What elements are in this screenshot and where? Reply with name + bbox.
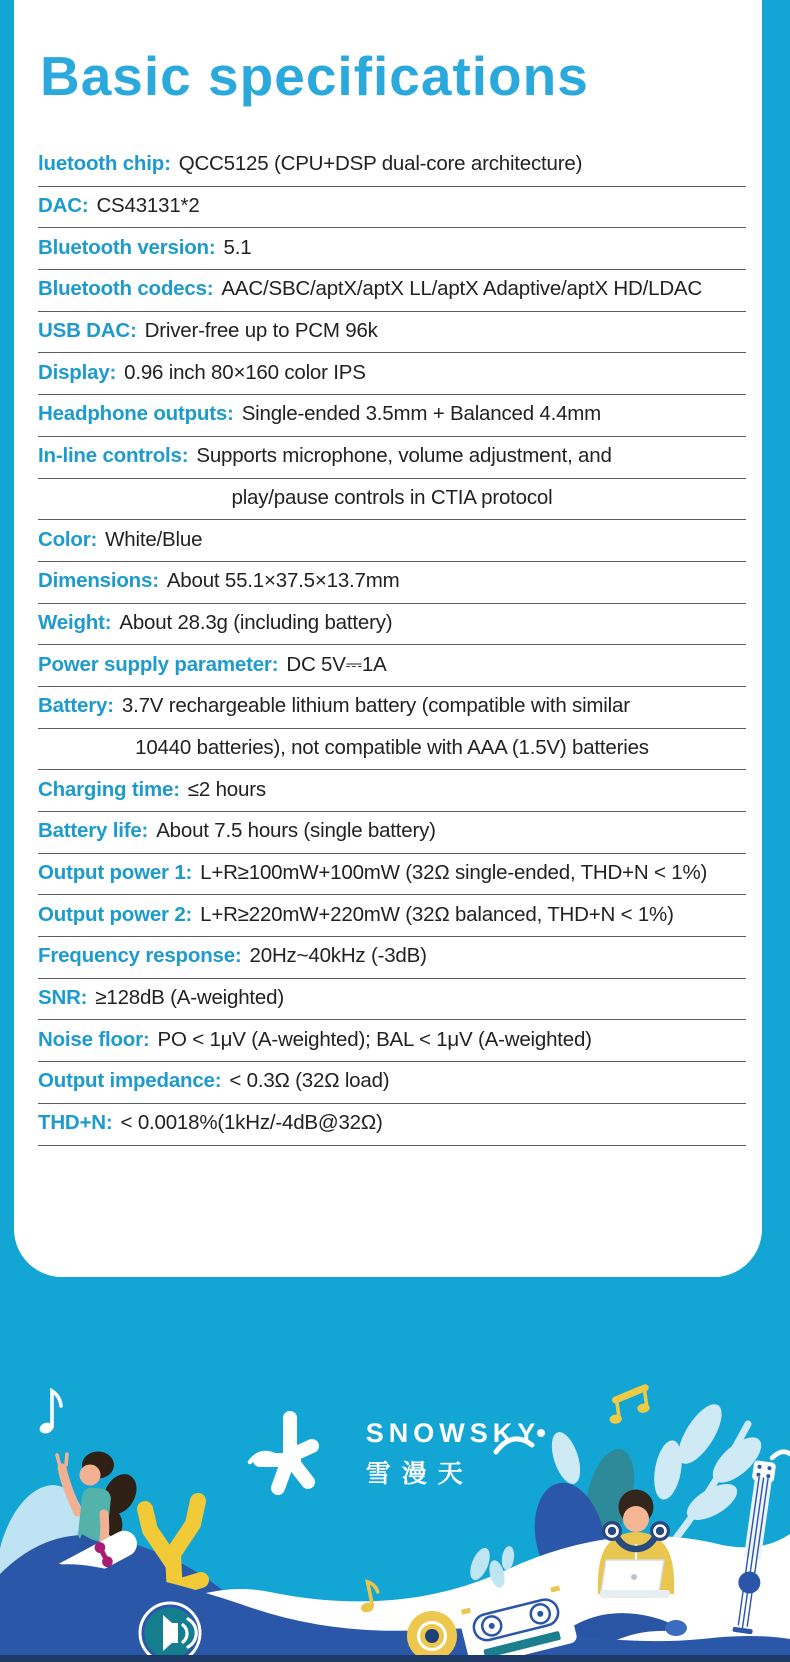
- spec-row: [38, 854, 746, 896]
- spec-label: Display:: [38, 360, 117, 384]
- spec-row: [38, 437, 746, 479]
- spec-row: [38, 979, 746, 1021]
- spec-value: CS43131*2: [96, 194, 200, 218]
- spec-value: 3.7V rechargeable lithium battery (compatible with similar: [121, 694, 630, 718]
- spec-label: Battery:: [38, 694, 114, 718]
- spec-label: THD+N:: [38, 1111, 113, 1135]
- spec-card: [14, 0, 762, 1277]
- spec-row: [38, 479, 746, 521]
- spec-value: 20Hz~40kHz (-3dB): [249, 944, 427, 968]
- spec-value: DC 5V⎓1A: [286, 652, 387, 676]
- spec-label: Output power 2:: [38, 902, 193, 926]
- spec-value: PO < 1μV (A-weighted); BAL < 1μV (A-weighted): [157, 1027, 592, 1051]
- spec-row: [38, 228, 746, 270]
- spec-label: Color:: [38, 527, 98, 551]
- spec-label: Charging time:: [38, 777, 180, 801]
- spec-label: Bluetooth version:: [38, 235, 216, 259]
- spec-label: Dimensions:: [38, 569, 159, 593]
- spec-label: USB DAC:: [38, 319, 137, 343]
- spec-row: [38, 604, 746, 646]
- spec-label: Frequency response:: [38, 944, 242, 968]
- spec-label: DAC:: [38, 194, 89, 218]
- spec-row: [38, 937, 746, 979]
- spec-label: Battery life:: [38, 819, 149, 843]
- snowflake-logo-icon: [250, 1408, 328, 1500]
- spec-label: Output power 1:: [38, 861, 193, 885]
- spec-row: [38, 729, 746, 771]
- spec-value: AAC/SBC/aptX/aptX LL/aptX Adaptive/aptX HD/LDAC: [221, 277, 703, 301]
- spec-label: luetooth chip:: [38, 152, 171, 176]
- spec-value: 0.96 inch 80×160 color IPS: [124, 360, 366, 384]
- spec-value: QCC5125 (CPU+DSP dual-core architecture): [178, 152, 583, 176]
- spec-row: [38, 1020, 746, 1062]
- spec-row: [38, 187, 746, 229]
- spec-value: White/Blue: [105, 527, 203, 551]
- spec-value: Driver-free up to PCM 96k: [144, 319, 378, 343]
- spec-label: Power supply parameter:: [38, 652, 279, 676]
- spec-value: About 28.3g (including battery): [119, 610, 393, 634]
- spec-label: SNR:: [38, 986, 88, 1010]
- spec-row: [38, 645, 746, 687]
- spec-value: play/pause controls in CTIA protocol: [231, 485, 553, 509]
- spec-label: Bluetooth codecs:: [38, 277, 214, 301]
- spec-value: < 0.0018%(1kHz/-4dB@32Ω): [120, 1111, 383, 1135]
- spec-value: 5.1: [223, 235, 252, 259]
- brand-logo: [0, 1402, 790, 1506]
- spec-row: [38, 770, 746, 812]
- brand-name: SNOWSKY: [365, 1418, 541, 1448]
- speaker-badge-icon: [140, 1603, 200, 1662]
- spec-value: ≤2 hours: [187, 777, 266, 801]
- spec-row: [38, 562, 746, 604]
- spec-row: [38, 1104, 746, 1146]
- vinyl-record-icon: [407, 1611, 457, 1661]
- spec-value: ≥128dB (A-weighted): [95, 986, 284, 1010]
- brand-chinese-name: 雪漫天: [365, 1460, 474, 1488]
- spec-label: Noise floor:: [38, 1027, 150, 1051]
- spec-row: [38, 145, 746, 187]
- spec-row: [38, 520, 746, 562]
- spec-value: < 0.3Ω (32Ω load): [229, 1069, 390, 1093]
- spec-value: L+R≥220mW+220mW (32Ω balanced, THD+N < 1%): [200, 902, 674, 926]
- spec-value: Single-ended 3.5mm + Balanced 4.4mm: [241, 402, 602, 426]
- spec-list: [38, 145, 746, 1146]
- spec-label: Output impedance:: [38, 1069, 222, 1093]
- brand-text: [366, 1418, 541, 1490]
- spec-row: [38, 312, 746, 354]
- spec-row: [38, 353, 746, 395]
- spec-row: [38, 270, 746, 312]
- spec-label: Weight:: [38, 610, 112, 634]
- spec-label: In-line controls:: [38, 444, 189, 468]
- spec-row: [38, 1062, 746, 1104]
- spec-value: L+R≥100mW+100mW (32Ω single-ended, THD+N < 1%): [200, 861, 708, 885]
- spec-value: About 55.1×37.5×13.7mm: [166, 569, 400, 593]
- spec-row: [38, 895, 746, 937]
- spec-row: [38, 812, 746, 854]
- spec-label: Headphone outputs:: [38, 402, 234, 426]
- spec-value: Supports microphone, volume adjustment, and: [196, 444, 612, 468]
- spec-value: About 7.5 hours (single battery): [156, 819, 436, 843]
- spec-row: [38, 687, 746, 729]
- page-title: Basic specifications: [40, 45, 589, 107]
- spec-value: 10440 batteries), not compatible with AAA (1.5V) batteries: [135, 735, 649, 759]
- spec-row: [38, 395, 746, 437]
- bottom-strip: [0, 1655, 790, 1662]
